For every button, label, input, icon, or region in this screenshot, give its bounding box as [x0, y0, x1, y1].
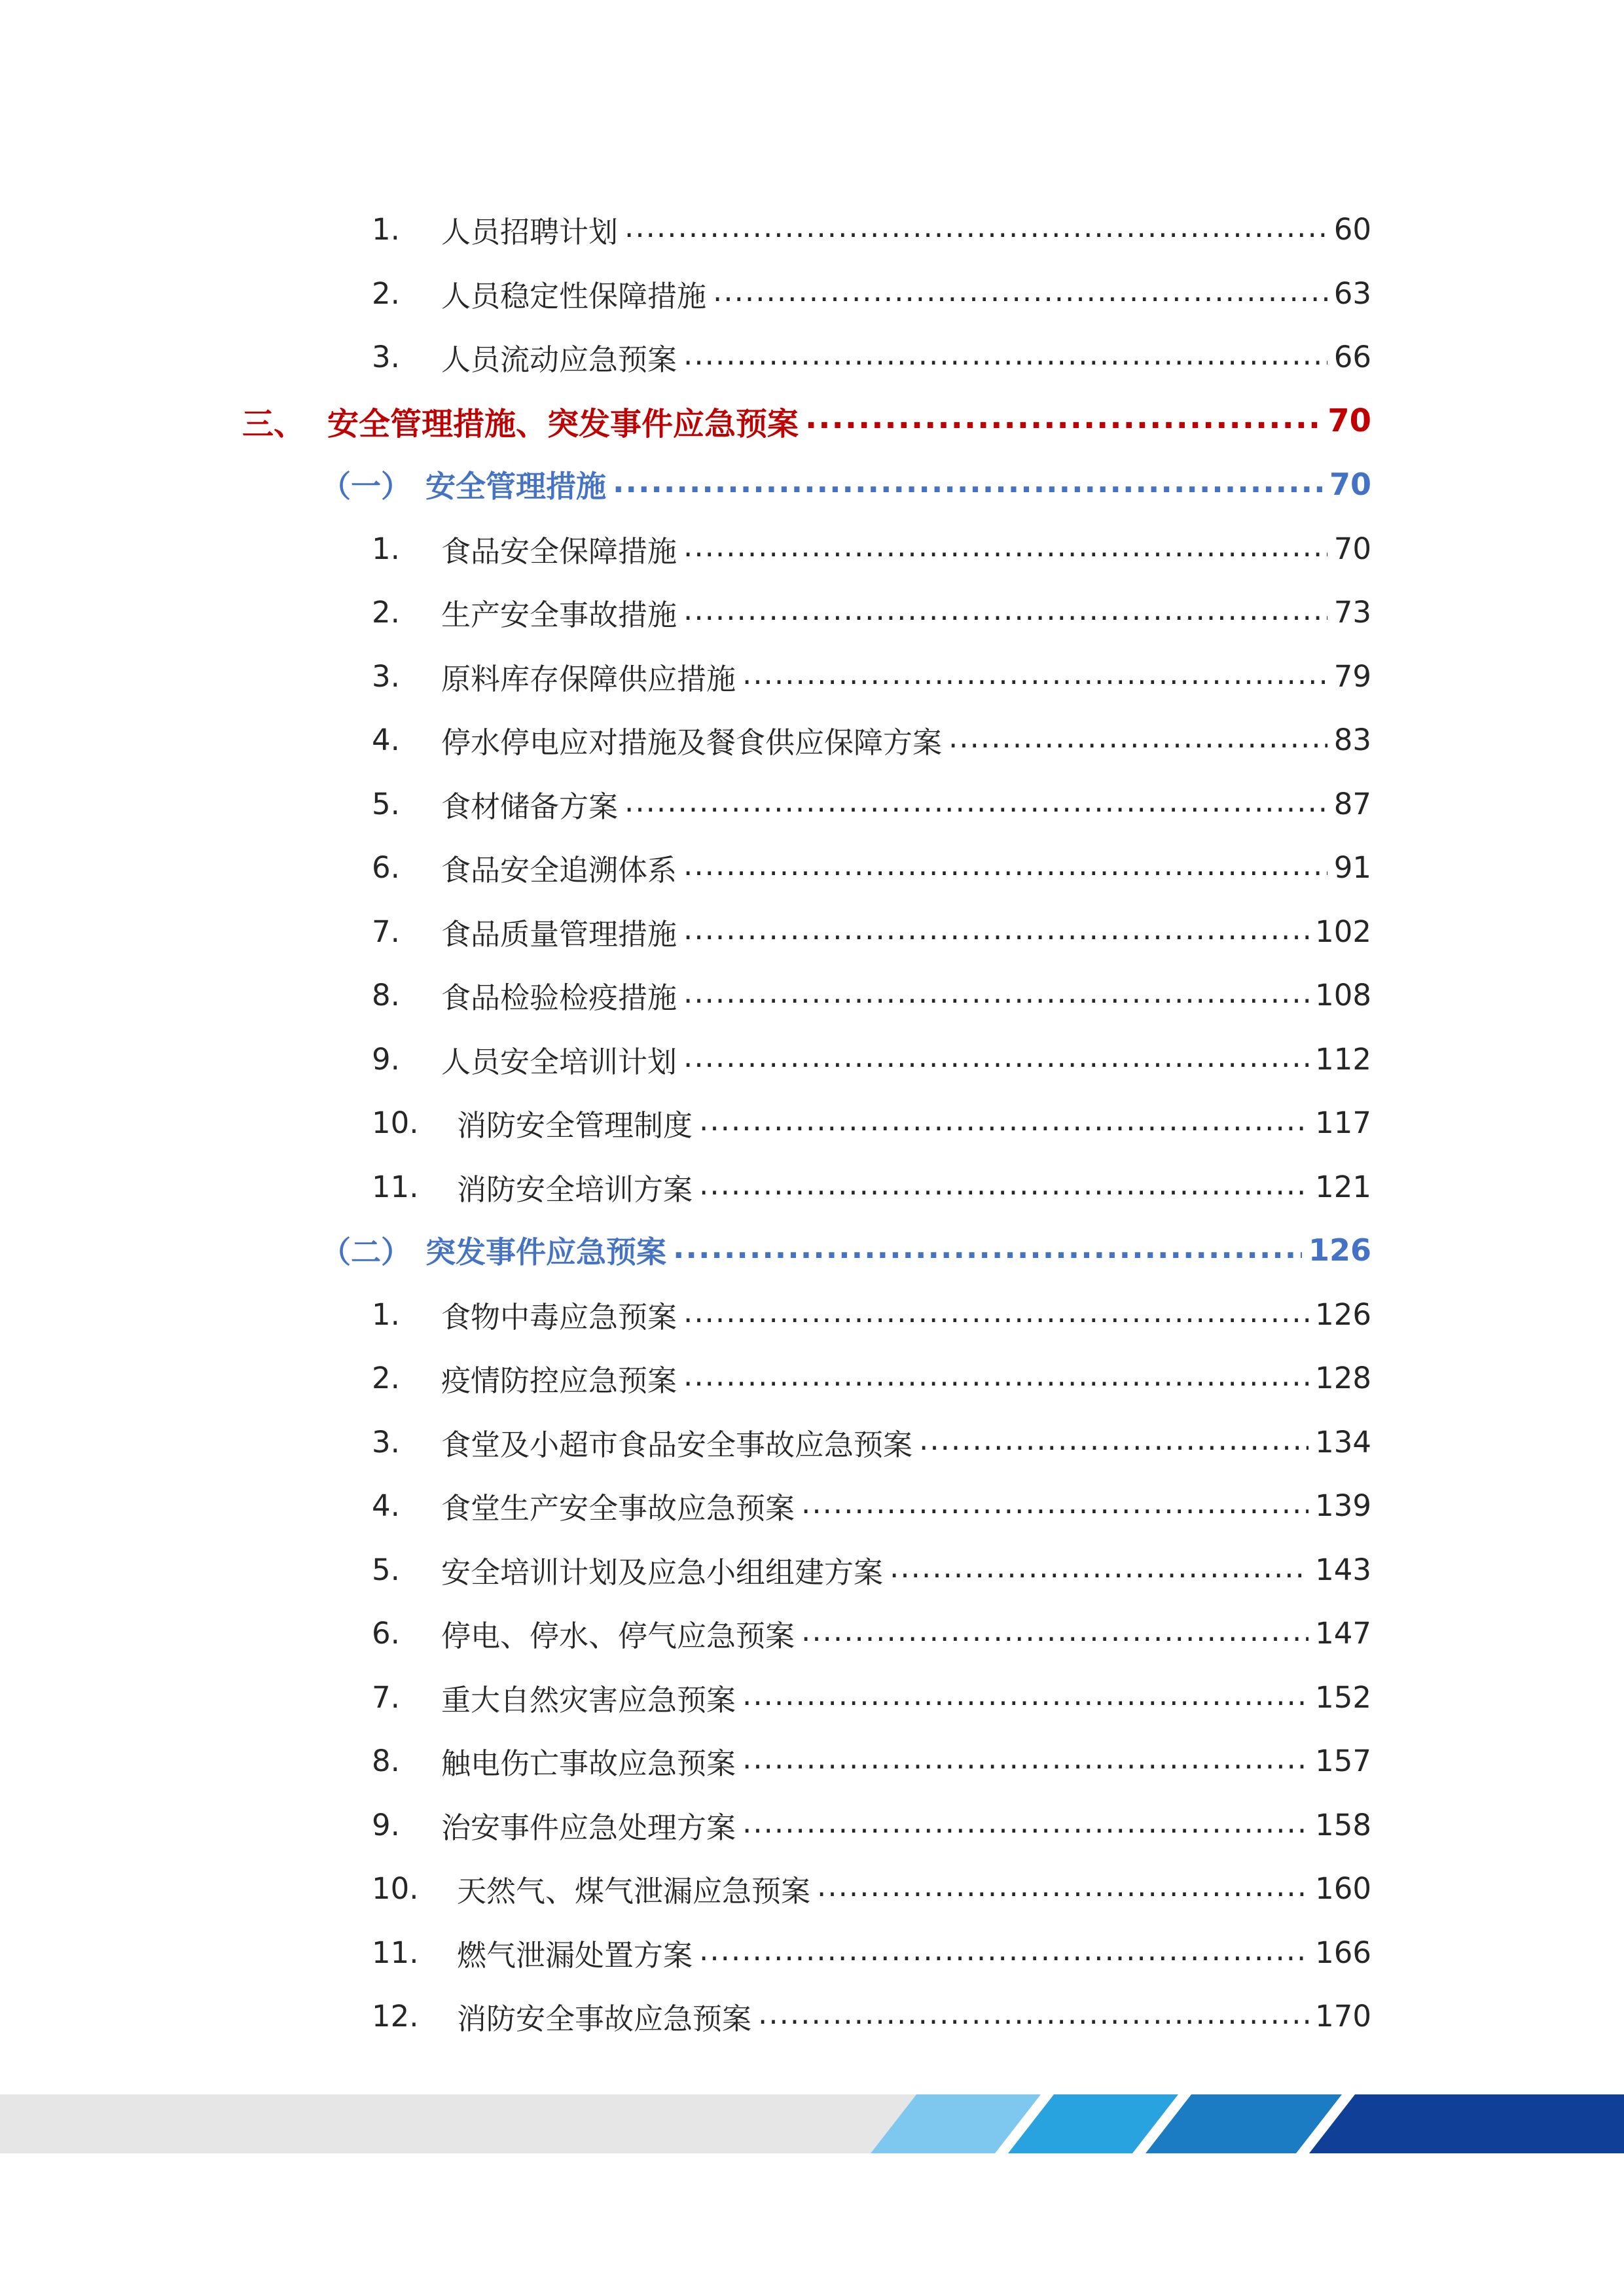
toc-entry-title: 天然气、煤气泄漏应急预案 [457, 1873, 811, 1909]
toc-dot-leader [758, 2001, 1308, 2031]
toc-entry-number: 7. [372, 914, 400, 949]
toc-dot-leader [805, 406, 1321, 436]
toc-entry-title: 燃气泄漏处置方案 [457, 1937, 693, 1973]
toc-entry-page-number: 170 [1315, 1998, 1371, 2034]
footer-decorative-band [0, 2094, 1624, 2153]
toc-dot-leader [699, 1172, 1308, 1202]
toc-entry[interactable] [372, 710, 1371, 769]
toc-dot-leader [683, 916, 1308, 946]
toc-entry-page-number: 117 [1315, 1105, 1371, 1140]
toc-entry-number: 1. [372, 1297, 400, 1332]
toc-dot-leader [683, 1363, 1308, 1393]
toc-entry-title: 食堂生产安全事故应急预案 [441, 1490, 795, 1526]
toc-entry-title: 生产安全事故措施 [441, 597, 677, 632]
toc-dot-leader [817, 1873, 1308, 1903]
toc-entry-page-number: 83 [1333, 722, 1371, 757]
toc-entry-title: 突发事件应急预案 [425, 1234, 666, 1270]
toc-entry-number: 6. [372, 850, 400, 885]
toc-entry-page-number: 108 [1315, 977, 1371, 1013]
toc-entry-title: 消防安全培训方案 [457, 1172, 693, 1207]
toc-dot-leader [742, 1682, 1308, 1712]
toc-entry-title: 安全管理措施 [425, 469, 606, 504]
toc-entry-title: 食品安全保障措施 [441, 533, 677, 569]
toc-entry-number: 4. [372, 1488, 400, 1523]
toc-entry[interactable] [372, 583, 1371, 641]
toc-entry-number: 2. [372, 276, 400, 311]
toc-entry-number: 6. [372, 1615, 400, 1651]
toc-entry-number: 9. [372, 1041, 400, 1077]
toc-entry-number: 4. [372, 722, 400, 757]
footer-gray-bar [0, 2094, 916, 2153]
toc-entry-title: 重大自然灾害应急预案 [441, 1682, 736, 1717]
toc-entry-page-number: 139 [1315, 1488, 1371, 1523]
toc-entry-title: 停水停电应对措施及餐食供应保障方案 [441, 725, 943, 760]
toc-entry[interactable] [372, 1795, 1371, 1854]
toc-entry-number: 10. [372, 1105, 419, 1140]
toc-dot-leader [683, 342, 1327, 372]
toc-dot-leader [699, 1107, 1308, 1138]
toc-entry[interactable] [372, 1348, 1371, 1407]
toc-dot-leader [801, 1618, 1308, 1648]
toc-entry[interactable] [242, 391, 1371, 450]
toc-entry-page-number: 91 [1333, 850, 1371, 885]
toc-entry-number: 8. [372, 1743, 400, 1778]
toc-dot-leader [683, 597, 1327, 627]
footer-stripe-4 [1309, 2094, 1624, 2153]
toc-dot-leader [948, 725, 1327, 755]
toc-entry[interactable] [372, 1731, 1371, 1790]
toc-dot-leader [699, 1937, 1308, 1967]
toc-entry-title: 疫情防控应急预案 [441, 1363, 677, 1398]
toc-entry-page-number: 70 [1329, 467, 1371, 502]
toc-entry-title: 人员稳定性保障措施 [441, 278, 707, 314]
toc-entry-page-number: 60 [1333, 211, 1371, 247]
toc-dot-leader [673, 1235, 1302, 1265]
toc-entry-title: 食品质量管理措施 [441, 916, 677, 952]
toc-dot-leader [713, 278, 1327, 308]
toc-entry[interactable] [372, 1412, 1371, 1471]
toc-entry-page-number: 134 [1315, 1424, 1371, 1460]
toc-dot-leader [683, 533, 1327, 564]
toc-entry-title: 食物中毒应急预案 [441, 1299, 677, 1335]
toc-dot-leader [683, 1299, 1308, 1329]
toc-dot-leader [890, 1554, 1308, 1585]
toc-entry-title: 人员招聘计划 [441, 214, 619, 249]
toc-entry-title: 原料库存保障供应措施 [441, 661, 736, 696]
toc-entry[interactable] [372, 647, 1371, 706]
toc-entry[interactable] [372, 1923, 1371, 1982]
toc-entry-number: 5. [372, 786, 400, 821]
toc-entry-page-number: 160 [1315, 1871, 1371, 1906]
toc-dot-leader [919, 1427, 1308, 1457]
toc-entry-title: 消防安全管理制度 [457, 1107, 693, 1143]
toc-entry-page-number: 63 [1333, 276, 1371, 311]
toc-entry[interactable] [372, 1093, 1371, 1152]
toc-entry-page-number: 166 [1315, 1935, 1371, 1970]
toc-entry-title: 停电、停水、停气应急预案 [441, 1618, 795, 1653]
toc-entry-number: 2. [372, 1360, 400, 1395]
toc-entry[interactable] [372, 1668, 1371, 1727]
toc-entry[interactable] [372, 1157, 1371, 1216]
toc-entry-page-number: 126 [1308, 1232, 1371, 1268]
toc-entry[interactable] [372, 1604, 1371, 1662]
toc-entry-page-number: 79 [1333, 658, 1371, 694]
toc-entry-page-number: 147 [1315, 1615, 1371, 1651]
toc-dot-leader [742, 1746, 1308, 1776]
toc-entry-number: 2. [372, 594, 400, 630]
toc-entry[interactable] [372, 965, 1371, 1024]
toc-entry[interactable] [372, 838, 1371, 897]
footer-stripe-3 [1146, 2094, 1342, 2153]
toc-entry[interactable] [372, 264, 1371, 323]
toc-entry-number: 1. [372, 531, 400, 566]
toc-entry-number: 11. [372, 1169, 419, 1204]
toc-entry-page-number: 121 [1315, 1169, 1371, 1204]
toc-dot-leader [742, 661, 1327, 691]
toc-entry-number: 5. [372, 1552, 400, 1587]
toc-entry-title: 食品安全追溯体系 [441, 852, 677, 888]
toc-entry-title: 人员安全培训计划 [441, 1044, 677, 1079]
toc-entry-title: 食材储备方案 [441, 789, 619, 824]
toc-entry-title: 安全管理措施、突发事件应急预案 [327, 405, 799, 442]
toc-entry-page-number: 70 [1327, 403, 1371, 439]
toc-entry-page-number: 66 [1333, 339, 1371, 374]
toc-entry[interactable] [372, 1476, 1371, 1535]
toc-dot-leader [742, 1810, 1308, 1840]
toc-entry-title: 人员流动应急预案 [441, 342, 677, 377]
toc-entry[interactable] [321, 455, 1371, 514]
toc-entry-title: 消防安全事故应急预案 [457, 2001, 752, 2036]
toc-entry-page-number: 158 [1315, 1807, 1371, 1842]
toc-entry[interactable] [372, 1859, 1371, 1918]
toc-entry[interactable] [321, 1221, 1371, 1280]
toc-entry-title: 治安事件应急处理方案 [441, 1810, 736, 1845]
toc-entry-number: （一） [321, 469, 411, 504]
toc-entry-number: 10. [372, 1871, 419, 1906]
toc-entry[interactable] [372, 774, 1371, 833]
toc-entry[interactable] [372, 1986, 1371, 2045]
toc-entry-number: 7. [372, 1679, 400, 1715]
toc-dot-leader [624, 214, 1327, 244]
toc-entry-title: 食堂及小超市食品安全事故应急预案 [441, 1427, 913, 1462]
toc-entry-number: 11. [372, 1935, 419, 1970]
toc-entry[interactable] [372, 200, 1371, 259]
toc-entry-number: 三、 [242, 405, 306, 442]
toc-dot-leader [683, 980, 1308, 1010]
toc-entry-page-number: 157 [1315, 1743, 1371, 1778]
toc-entry[interactable] [372, 902, 1371, 961]
toc-entry-number: 9. [372, 1807, 400, 1842]
toc-entry-page-number: 102 [1315, 914, 1371, 949]
toc-entry[interactable] [372, 519, 1371, 578]
toc-entry-title: 触电伤亡事故应急预案 [441, 1746, 736, 1781]
toc-entry[interactable] [372, 1540, 1371, 1599]
toc-dot-leader [683, 1044, 1308, 1074]
toc-entry-number: 12. [372, 1998, 419, 2034]
toc-entry-number: 3. [372, 339, 400, 374]
toc-entry-number: （二） [321, 1234, 411, 1270]
toc-entry[interactable] [372, 327, 1371, 386]
toc-dot-leader [624, 789, 1327, 819]
toc-dot-leader [683, 852, 1327, 882]
toc-entry-page-number: 143 [1315, 1552, 1371, 1587]
toc-entry-number: 8. [372, 977, 400, 1013]
toc-entry[interactable] [372, 1285, 1371, 1344]
toc-entry-page-number: 126 [1315, 1297, 1371, 1332]
toc-entry-page-number: 70 [1333, 531, 1371, 566]
toc-entry-page-number: 87 [1333, 786, 1371, 821]
toc-dot-leader [801, 1490, 1308, 1520]
toc-entry-page-number: 152 [1315, 1679, 1371, 1715]
toc-entry-title: 食品检验检疫措施 [441, 980, 677, 1015]
toc-entry-page-number: 112 [1315, 1041, 1371, 1077]
toc-entry-page-number: 128 [1315, 1360, 1371, 1395]
toc-entry[interactable] [372, 1030, 1371, 1088]
toc-entry-number: 3. [372, 658, 400, 694]
toc-entry-number: 3. [372, 1424, 400, 1460]
toc-dot-leader [613, 469, 1323, 499]
toc-entry-page-number: 73 [1333, 594, 1371, 630]
toc-entry-title: 安全培训计划及应急小组组建方案 [441, 1554, 884, 1590]
toc-entry-number: 1. [372, 211, 400, 247]
